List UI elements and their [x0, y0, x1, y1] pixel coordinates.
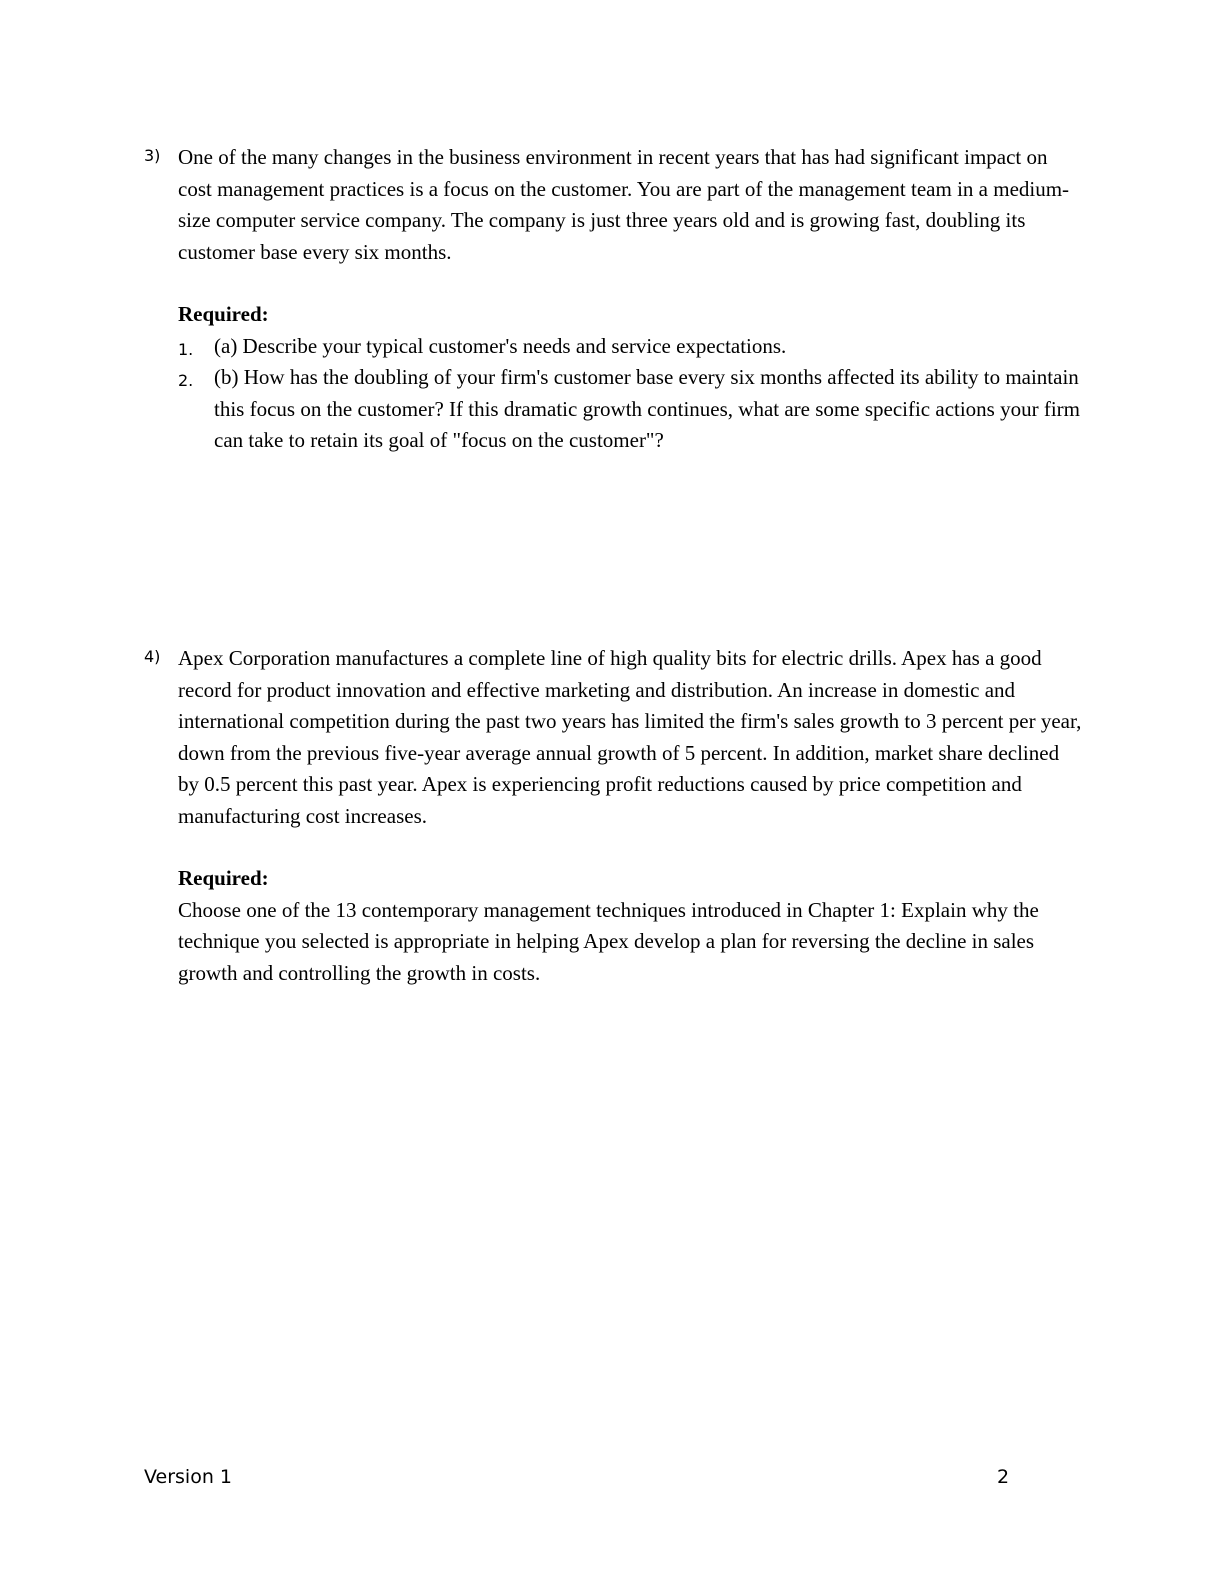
question-number: 3): [144, 146, 161, 165]
question-body: [178, 142, 1084, 457]
question-number: 4): [144, 647, 161, 666]
question-3: [144, 142, 1084, 457]
required-item-text: (b) How has the doubling of your firm's customer base every six months affected its ability to maintain this focus on the customer? If this dramatic growth continues, what are some specific actions your firm can take to retain its goal of "focus on the customer"?: [214, 365, 1081, 452]
required-item: [178, 331, 1084, 363]
required-item: [178, 362, 1084, 457]
required-item-number: 2.: [178, 371, 194, 390]
required-item-number: 1.: [178, 339, 194, 359]
required-heading: Required:: [178, 302, 269, 326]
footer-page-number: 2: [997, 1466, 1010, 1488]
required-item-text: (a) Describe your typical customer's needs and service expectations.: [214, 333, 787, 358]
required-heading: Required:: [178, 866, 269, 890]
question-text: One of the many changes in the business environment in recent years that has had significant impact on cost management practices is a focus on the customer. You are part of the management team in a medium-size computer service company. The company is just three years old and is growing fast, doubling its customer base every six months.: [178, 145, 1070, 264]
question-text: Apex Corporation manufactures a complete line of high quality bits for electric drills. Apex has a good record for product innovation and effective marketing and distribution. An increase in domestic and international competition during the past two years has limited the firm's sales growth to 3 percent per year, down from the previous five-year average annual growth of 5 percent. In addition, market share declined by 0.5 percent this past year. Apex is experiencing profit reductions caused by price competition and manufacturing cost increases.: [178, 646, 1082, 828]
question-4: [144, 643, 1084, 989]
required-list: [178, 331, 1084, 457]
footer-version: Version 1: [144, 1466, 232, 1488]
required-text: Choose one of the 13 contemporary management techniques introduced in Chapter 1: Explain why the technique you selected is appropriate in helping Apex develop a plan for reversing the decline in sales growth and controlling the growth in costs.: [178, 897, 1039, 985]
question-body: [178, 643, 1084, 989]
